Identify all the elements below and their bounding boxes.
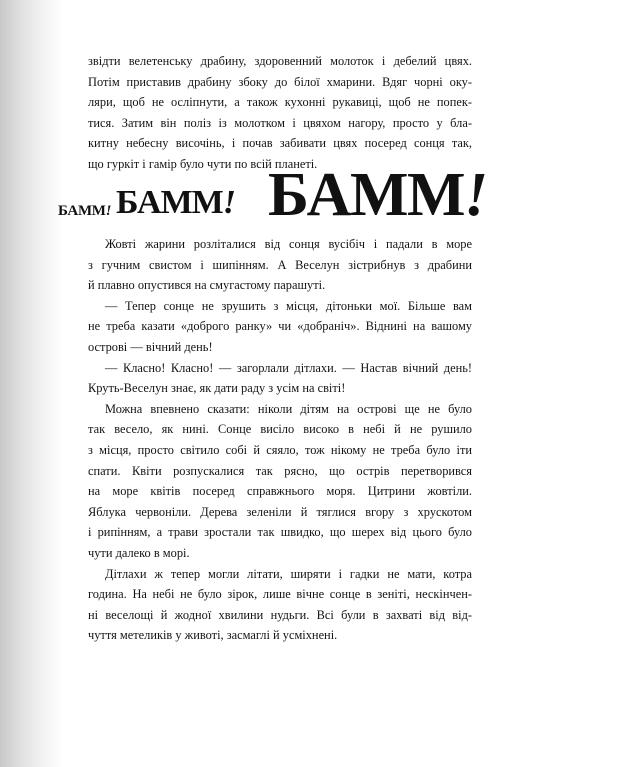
story-paragraph <box>88 234 472 296</box>
text-line: звідти велетенську драбину, здоровенний молоток і дебелий цвях. <box>88 54 472 68</box>
text-line: не треба казати «доброго ранку» чи «добраніч». Віднині на вашому <box>88 319 472 334</box>
story-body <box>88 234 472 646</box>
text-line: Дітлахи ж тепер могли літати, ширяти і гадки не мати, котра <box>105 566 472 581</box>
text-line: чуття метеликів у животі, засмаглі й усміхнені. <box>88 628 338 643</box>
text-line: і рипінням, а трави зростали так швидко, що шерех від цього було <box>88 525 472 540</box>
text-line: з місця, просто світило собі й сяяло, тож нікому не треба було іти <box>88 442 472 457</box>
sound-effect-heading <box>58 160 528 229</box>
text-line: так весело, як нині. Сонце висіло високо в небі й не рушило <box>88 422 472 437</box>
text-line: — Тепер сонце не зрушить з місця, дітоньки мої. Більше вам <box>105 298 472 313</box>
text-line: ні веселощі й жодної хвилини нудьги. Всі були в захваті від від- <box>88 607 472 622</box>
story-paragraph <box>88 296 472 358</box>
page-spine-shadow <box>0 0 64 767</box>
text-line: Потім приставив драбину збоку до білої хмарини. Вдяг чорні оку- <box>88 74 472 89</box>
sound-word-small: БАММ! <box>58 203 112 219</box>
text-line: ляри, щоб не осліпнути, а також кухонні рукавиці, щоб не попек- <box>88 95 472 110</box>
text-line: Жовті жарини розліталися від сонця вусібіч і падали в море <box>105 237 472 251</box>
story-paragraph <box>88 358 472 399</box>
text-line: що гуркіт і гамір було чути по всій планеті. <box>88 156 318 171</box>
text-line: спати. Квіти розпускалися так рясно, що острів перетворився <box>88 463 472 478</box>
text-line: Можна впевнено сказати: ніколи дітям на острові ще не було <box>105 401 472 416</box>
sound-word-medium: БАММ! <box>116 184 235 221</box>
text-line: китну небесну височінь, і почав забивати цвях посеред сонця так, <box>88 136 472 151</box>
story-paragraph <box>88 399 472 564</box>
text-line: Круть-Веселун знає, як дати раду з усім на світі! <box>88 381 346 396</box>
text-line: — Класно! Класно! — загорлали дітлахи. — Настав вічний день! <box>105 360 472 375</box>
text-line: острові — вічний день! <box>88 339 213 354</box>
text-line: година. На небі не було зірок, лише вічне сонце в зеніті, нескінчен- <box>88 587 472 602</box>
sound-word-large: БАММ! <box>268 161 487 229</box>
text-line: чути далеко в морі. <box>88 545 190 560</box>
intro-paragraph <box>88 51 472 175</box>
text-line: з гучним свистом і шипінням. А Веселун зістрибнув з драбини <box>88 257 472 272</box>
text-line: тися. Затим він поліз із молотком і цвяхом нагору, просто у бла- <box>88 115 472 130</box>
text-line: на море квітів посеред справжнього моря. Цитрини жовтіли. <box>88 484 472 499</box>
text-line: й плавно опустився на смугастому парашуті. <box>88 278 326 293</box>
story-paragraph <box>88 564 472 646</box>
text-line: Яблука червоніли. Дерева зеленіли й тяглися вгору з хрускотом <box>88 504 472 519</box>
